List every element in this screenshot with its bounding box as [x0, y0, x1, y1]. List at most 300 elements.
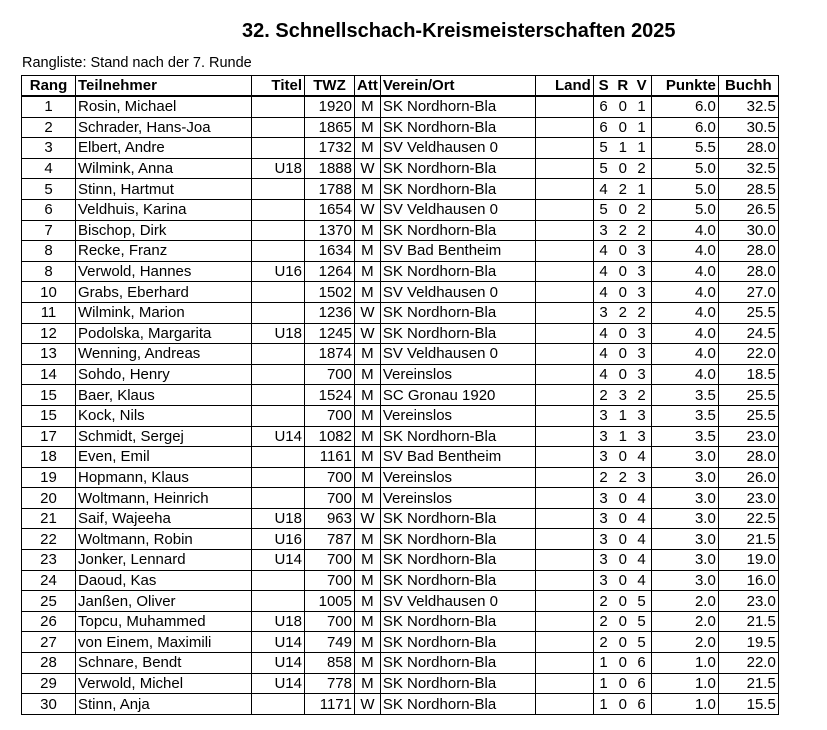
club-cell: SK Nordhorn-Bla: [380, 158, 535, 179]
gender-cell: M: [355, 117, 381, 138]
standings-table: [21, 75, 779, 715]
points-cell: 2.0: [651, 591, 718, 612]
gender-cell: M: [355, 673, 381, 694]
country-cell: [535, 158, 593, 179]
buchholz-cell: 16.0: [718, 570, 778, 591]
points-cell: 6.0: [651, 96, 718, 117]
rank-cell: 20: [22, 488, 76, 509]
losses-cell: 3: [632, 467, 651, 488]
rank-cell: 8: [22, 261, 76, 282]
table-row: [22, 447, 779, 468]
rank-cell: 19: [22, 467, 76, 488]
wins-cell: 1: [593, 653, 613, 674]
gender-cell: M: [355, 344, 381, 365]
table-row: [22, 220, 779, 241]
buchholz-cell: 26.5: [718, 199, 778, 220]
table-row: [22, 282, 779, 303]
buchholz-cell: 23.0: [718, 488, 778, 509]
points-cell: 4.0: [651, 364, 718, 385]
col-twz-header: TWZ: [305, 76, 355, 97]
table-row: [22, 529, 779, 550]
rank-cell: 8: [22, 241, 76, 262]
points-cell: 3.0: [651, 488, 718, 509]
draws-cell: 1: [613, 138, 632, 159]
rating-cell: 1865: [305, 117, 355, 138]
rank-cell: 1: [22, 96, 76, 117]
wins-cell: 1: [593, 694, 613, 715]
rating-cell: 1245: [305, 323, 355, 344]
points-cell: 5.0: [651, 179, 718, 200]
gender-cell: W: [355, 302, 381, 323]
rank-cell: 17: [22, 426, 76, 447]
gender-cell: M: [355, 529, 381, 550]
gender-cell: M: [355, 467, 381, 488]
country-cell: [535, 385, 593, 406]
wins-cell: 3: [593, 570, 613, 591]
title-cell: U18: [252, 508, 305, 529]
table-row: [22, 550, 779, 571]
points-cell: 3.0: [651, 529, 718, 550]
rating-cell: 1171: [305, 694, 355, 715]
country-cell: [535, 694, 593, 715]
club-cell: SV Veldhausen 0: [380, 282, 535, 303]
col-rang-header: Rang: [22, 76, 76, 97]
club-cell: SK Nordhorn-Bla: [380, 508, 535, 529]
club-cell: SK Nordhorn-Bla: [380, 550, 535, 571]
buchholz-cell: 28.0: [718, 447, 778, 468]
wins-cell: 5: [593, 138, 613, 159]
club-cell: Vereinslos: [380, 467, 535, 488]
draws-cell: 0: [613, 199, 632, 220]
losses-cell: 4: [632, 508, 651, 529]
rank-cell: 13: [22, 344, 76, 365]
points-cell: 3.0: [651, 508, 718, 529]
title-cell: U14: [252, 673, 305, 694]
points-cell: 1.0: [651, 653, 718, 674]
points-cell: 3.5: [651, 426, 718, 447]
points-cell: 4.0: [651, 302, 718, 323]
draws-cell: 0: [613, 117, 632, 138]
player-name-cell: Even, Emil: [76, 447, 252, 468]
rank-cell: 14: [22, 364, 76, 385]
points-cell: 1.0: [651, 694, 718, 715]
draws-cell: 2: [613, 467, 632, 488]
draws-cell: 0: [613, 694, 632, 715]
wins-cell: 2: [593, 467, 613, 488]
rating-cell: 1082: [305, 426, 355, 447]
buchholz-cell: 18.5: [718, 364, 778, 385]
rating-cell: 1005: [305, 591, 355, 612]
rating-cell: 1888: [305, 158, 355, 179]
draws-cell: 0: [613, 241, 632, 262]
draws-cell: 0: [613, 261, 632, 282]
table-row: [22, 96, 779, 117]
points-cell: 2.0: [651, 632, 718, 653]
title-cell: [252, 179, 305, 200]
club-cell: SV Veldhausen 0: [380, 591, 535, 612]
club-cell: Vereinslos: [380, 364, 535, 385]
player-name-cell: Woltmann, Heinrich: [76, 488, 252, 509]
draws-cell: 0: [613, 591, 632, 612]
points-cell: 1.0: [651, 673, 718, 694]
club-cell: SK Nordhorn-Bla: [380, 529, 535, 550]
player-name-cell: Wilmink, Anna: [76, 158, 252, 179]
player-name-cell: Recke, Franz: [76, 241, 252, 262]
losses-cell: 4: [632, 550, 651, 571]
rank-cell: 23: [22, 550, 76, 571]
rating-cell: 963: [305, 508, 355, 529]
wins-cell: 3: [593, 405, 613, 426]
points-cell: 2.0: [651, 611, 718, 632]
table-row: [22, 179, 779, 200]
wins-cell: 3: [593, 220, 613, 241]
title-cell: [252, 405, 305, 426]
wins-cell: 6: [593, 117, 613, 138]
losses-cell: 1: [632, 96, 651, 117]
buchholz-cell: 21.5: [718, 611, 778, 632]
buchholz-cell: 27.0: [718, 282, 778, 303]
buchholz-cell: 21.5: [718, 529, 778, 550]
gender-cell: M: [355, 632, 381, 653]
gender-cell: M: [355, 488, 381, 509]
buchholz-cell: 25.5: [718, 385, 778, 406]
player-name-cell: Schrader, Hans-Joa: [76, 117, 252, 138]
rank-cell: 27: [22, 632, 76, 653]
player-name-cell: Wenning, Andreas: [76, 344, 252, 365]
club-cell: SK Nordhorn-Bla: [380, 220, 535, 241]
wins-cell: 3: [593, 302, 613, 323]
buchholz-cell: 32.5: [718, 158, 778, 179]
col-titel-header: Titel: [252, 76, 305, 97]
club-cell: SC Gronau 1920: [380, 385, 535, 406]
title-cell: U14: [252, 653, 305, 674]
gender-cell: M: [355, 261, 381, 282]
wins-cell: 4: [593, 241, 613, 262]
rating-cell: 778: [305, 673, 355, 694]
buchholz-cell: 19.0: [718, 550, 778, 571]
wins-cell: 3: [593, 508, 613, 529]
gender-cell: W: [355, 694, 381, 715]
table-row: [22, 241, 779, 262]
points-cell: 4.0: [651, 344, 718, 365]
points-cell: 3.5: [651, 405, 718, 426]
gender-cell: M: [355, 179, 381, 200]
buchholz-cell: 23.0: [718, 591, 778, 612]
club-cell: SK Nordhorn-Bla: [380, 426, 535, 447]
losses-cell: 2: [632, 199, 651, 220]
points-cell: 3.0: [651, 447, 718, 468]
table-row: [22, 323, 779, 344]
rank-cell: 12: [22, 323, 76, 344]
player-name-cell: Jonker, Lennard: [76, 550, 252, 571]
title-cell: [252, 364, 305, 385]
wins-cell: 6: [593, 96, 613, 117]
rating-cell: 749: [305, 632, 355, 653]
title-cell: [252, 385, 305, 406]
points-cell: 4.0: [651, 323, 718, 344]
points-cell: 3.0: [651, 550, 718, 571]
losses-cell: 3: [632, 405, 651, 426]
club-cell: Vereinslos: [380, 405, 535, 426]
table-row: [22, 673, 779, 694]
losses-cell: 4: [632, 529, 651, 550]
gender-cell: M: [355, 447, 381, 468]
country-cell: [535, 632, 593, 653]
country-cell: [535, 220, 593, 241]
losses-cell: 4: [632, 570, 651, 591]
player-name-cell: Bischop, Dirk: [76, 220, 252, 241]
losses-cell: 5: [632, 632, 651, 653]
buchholz-cell: 30.5: [718, 117, 778, 138]
country-cell: [535, 488, 593, 509]
club-cell: SK Nordhorn-Bla: [380, 179, 535, 200]
rank-cell: 7: [22, 220, 76, 241]
gender-cell: W: [355, 158, 381, 179]
player-name-cell: Wilmink, Marion: [76, 302, 252, 323]
rating-cell: 1524: [305, 385, 355, 406]
buchholz-cell: 28.0: [718, 261, 778, 282]
country-cell: [535, 323, 593, 344]
draws-cell: 0: [613, 632, 632, 653]
rank-cell: 30: [22, 694, 76, 715]
table-body: [22, 96, 779, 714]
title-cell: U18: [252, 611, 305, 632]
player-name-cell: Schmidt, Sergej: [76, 426, 252, 447]
wins-cell: 2: [593, 611, 613, 632]
table-row: [22, 694, 779, 715]
rank-cell: 25: [22, 591, 76, 612]
player-name-cell: Grabs, Eberhard: [76, 282, 252, 303]
points-cell: 4.0: [651, 220, 718, 241]
title-cell: [252, 591, 305, 612]
buchholz-cell: 19.5: [718, 632, 778, 653]
rank-cell: 5: [22, 179, 76, 200]
wins-cell: 4: [593, 364, 613, 385]
country-cell: [535, 138, 593, 159]
draws-cell: 0: [613, 611, 632, 632]
title-cell: [252, 302, 305, 323]
buchholz-cell: 15.5: [718, 694, 778, 715]
rank-cell: 11: [22, 302, 76, 323]
club-cell: SK Nordhorn-Bla: [380, 673, 535, 694]
rank-cell: 24: [22, 570, 76, 591]
draws-cell: 0: [613, 529, 632, 550]
player-name-cell: Stinn, Hartmut: [76, 179, 252, 200]
club-cell: SK Nordhorn-Bla: [380, 570, 535, 591]
title-cell: U18: [252, 323, 305, 344]
rank-cell: 18: [22, 447, 76, 468]
wins-cell: 4: [593, 344, 613, 365]
club-cell: SK Nordhorn-Bla: [380, 323, 535, 344]
col-land-header: Land: [535, 76, 593, 97]
draws-cell: 2: [613, 302, 632, 323]
table-row: [22, 570, 779, 591]
player-name-cell: Janßen, Oliver: [76, 591, 252, 612]
wins-cell: 3: [593, 447, 613, 468]
title-cell: [252, 282, 305, 303]
rating-cell: 1502: [305, 282, 355, 303]
rating-cell: 1788: [305, 179, 355, 200]
rating-cell: 1920: [305, 96, 355, 117]
title-cell: U14: [252, 550, 305, 571]
draws-cell: 0: [613, 282, 632, 303]
title-cell: [252, 96, 305, 117]
table-header-row: [22, 76, 779, 97]
losses-cell: 1: [632, 117, 651, 138]
points-cell: 5.0: [651, 158, 718, 179]
losses-cell: 2: [632, 158, 651, 179]
rating-cell: 700: [305, 570, 355, 591]
losses-cell: 2: [632, 302, 651, 323]
gender-cell: M: [355, 426, 381, 447]
rating-cell: 787: [305, 529, 355, 550]
points-cell: 5.0: [651, 199, 718, 220]
draws-cell: 0: [613, 653, 632, 674]
country-cell: [535, 282, 593, 303]
title-cell: U14: [252, 426, 305, 447]
gender-cell: W: [355, 199, 381, 220]
country-cell: [535, 364, 593, 385]
rating-cell: 1370: [305, 220, 355, 241]
buchholz-cell: 32.5: [718, 96, 778, 117]
buchholz-cell: 24.5: [718, 323, 778, 344]
club-cell: SK Nordhorn-Bla: [380, 302, 535, 323]
rating-cell: 858: [305, 653, 355, 674]
title-cell: [252, 117, 305, 138]
rank-cell: 22: [22, 529, 76, 550]
points-cell: 3.5: [651, 385, 718, 406]
title-cell: [252, 138, 305, 159]
table-row: [22, 199, 779, 220]
col-att-header: Att: [355, 76, 381, 97]
country-cell: [535, 179, 593, 200]
table-row: [22, 653, 779, 674]
draws-cell: 2: [613, 220, 632, 241]
rank-cell: 10: [22, 282, 76, 303]
col-teilnehmer-header: Teilnehmer: [76, 76, 252, 97]
col-r-header: R: [613, 76, 632, 97]
wins-cell: 3: [593, 550, 613, 571]
gender-cell: M: [355, 220, 381, 241]
country-cell: [535, 673, 593, 694]
rank-cell: 28: [22, 653, 76, 674]
country-cell: [535, 591, 593, 612]
table-row: [22, 158, 779, 179]
title-cell: [252, 241, 305, 262]
title-cell: [252, 467, 305, 488]
losses-cell: 3: [632, 323, 651, 344]
wins-cell: 3: [593, 529, 613, 550]
rating-cell: 700: [305, 364, 355, 385]
rank-cell: 2: [22, 117, 76, 138]
draws-cell: 0: [613, 364, 632, 385]
draws-cell: 0: [613, 323, 632, 344]
losses-cell: 6: [632, 673, 651, 694]
country-cell: [535, 570, 593, 591]
gender-cell: M: [355, 405, 381, 426]
rank-cell: 29: [22, 673, 76, 694]
wins-cell: 1: [593, 673, 613, 694]
losses-cell: 5: [632, 591, 651, 612]
player-name-cell: Woltmann, Robin: [76, 529, 252, 550]
table-row: [22, 138, 779, 159]
country-cell: [535, 529, 593, 550]
player-name-cell: Schnare, Bendt: [76, 653, 252, 674]
buchholz-cell: 23.0: [718, 426, 778, 447]
points-cell: 4.0: [651, 261, 718, 282]
club-cell: Vereinslos: [380, 488, 535, 509]
losses-cell: 3: [632, 364, 651, 385]
wins-cell: 3: [593, 426, 613, 447]
player-name-cell: Baer, Klaus: [76, 385, 252, 406]
country-cell: [535, 344, 593, 365]
title-cell: U16: [252, 529, 305, 550]
buchholz-cell: 28.0: [718, 138, 778, 159]
player-name-cell: Verwold, Hannes: [76, 261, 252, 282]
losses-cell: 4: [632, 488, 651, 509]
losses-cell: 5: [632, 611, 651, 632]
losses-cell: 3: [632, 261, 651, 282]
points-cell: 4.0: [651, 282, 718, 303]
losses-cell: 3: [632, 282, 651, 303]
player-name-cell: von Einem, Maximili: [76, 632, 252, 653]
title-cell: [252, 220, 305, 241]
player-name-cell: Rosin, Michael: [76, 96, 252, 117]
rank-cell: 15: [22, 385, 76, 406]
rating-cell: 1634: [305, 241, 355, 262]
table-row: [22, 611, 779, 632]
wins-cell: 4: [593, 261, 613, 282]
losses-cell: 1: [632, 138, 651, 159]
table-row: [22, 632, 779, 653]
table-row: [22, 488, 779, 509]
rank-cell: 21: [22, 508, 76, 529]
title-cell: [252, 447, 305, 468]
draws-cell: 0: [613, 570, 632, 591]
table-row: [22, 508, 779, 529]
club-cell: SV Bad Bentheim: [380, 241, 535, 262]
player-name-cell: Daoud, Kas: [76, 570, 252, 591]
club-cell: SK Nordhorn-Bla: [380, 96, 535, 117]
draws-cell: 0: [613, 158, 632, 179]
rating-cell: 1236: [305, 302, 355, 323]
country-cell: [535, 467, 593, 488]
gender-cell: M: [355, 653, 381, 674]
player-name-cell: Topcu, Muhammed: [76, 611, 252, 632]
buchholz-cell: 26.0: [718, 467, 778, 488]
club-cell: SK Nordhorn-Bla: [380, 694, 535, 715]
buchholz-cell: 21.5: [718, 673, 778, 694]
title-cell: [252, 199, 305, 220]
wins-cell: 4: [593, 323, 613, 344]
gender-cell: M: [355, 241, 381, 262]
standings-subtitle: Rangliste: Stand nach der 7. Runde: [22, 55, 252, 71]
draws-cell: 1: [613, 426, 632, 447]
club-cell: SK Nordhorn-Bla: [380, 653, 535, 674]
title-cell: [252, 488, 305, 509]
table-row: [22, 591, 779, 612]
table-row: [22, 385, 779, 406]
rank-cell: 4: [22, 158, 76, 179]
draws-cell: 0: [613, 488, 632, 509]
draws-cell: 2: [613, 179, 632, 200]
rating-cell: 1654: [305, 199, 355, 220]
draws-cell: 0: [613, 673, 632, 694]
losses-cell: 4: [632, 447, 651, 468]
col-buchh-header: Buchh: [718, 76, 778, 97]
country-cell: [535, 550, 593, 571]
buchholz-cell: 22.0: [718, 653, 778, 674]
